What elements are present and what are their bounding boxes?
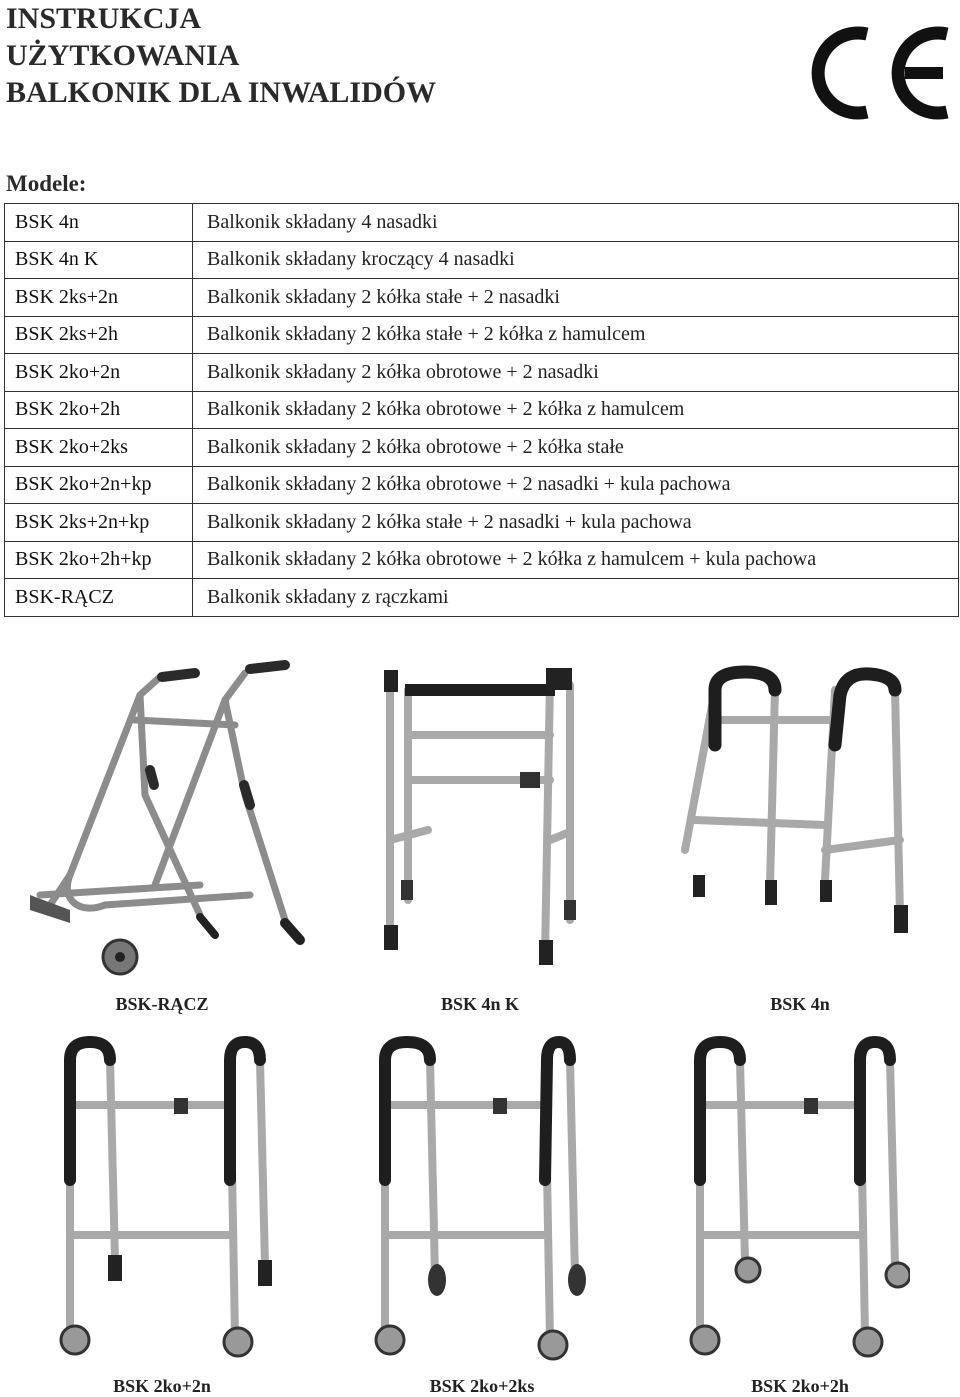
model-code: BSK 2ks+2n+kp <box>5 504 193 542</box>
table-row <box>5 354 959 392</box>
photo-caption: BSK 2ko+2n <box>113 1376 211 1396</box>
walker-photo-bsk-racz <box>10 655 310 985</box>
walker-photo-bsk-4n <box>675 660 920 955</box>
model-code: BSK 2ko+2n+kp <box>5 466 193 504</box>
table-row <box>5 316 959 354</box>
model-description: Balkonik składany 2 kółka stałe + 2 kółka z hamulcem <box>193 316 959 354</box>
table-row <box>5 279 959 317</box>
table-row <box>5 204 959 242</box>
walker-photo-bsk-2ko-2n <box>50 1030 280 1365</box>
model-description: Balkonik składany 2 kółka stałe + 2 nasadki <box>193 279 959 317</box>
table-row <box>5 579 959 617</box>
models-table <box>4 203 959 617</box>
walker-photo-bsk-2ko-2ks <box>365 1030 595 1365</box>
model-code: BSK 4n K <box>5 241 193 279</box>
models-heading: Modele: <box>6 171 87 196</box>
table-row <box>5 241 959 279</box>
title-line-3: BALKONIK DLA INWALIDÓW <box>6 76 437 109</box>
title-line-1: INSTRUKCJA <box>6 2 202 35</box>
model-description: Balkonik składany 4 nasadki <box>193 204 959 242</box>
model-description: Balkonik składany 2 kółka obrotowe + 2 nasadki <box>193 354 959 392</box>
table-row <box>5 466 959 504</box>
model-code: BSK 2ko+2h+kp <box>5 541 193 579</box>
model-description: Balkonik składany 2 kółka obrotowe + 2 nasadki + kula pachowa <box>193 466 959 504</box>
table-row <box>5 504 959 542</box>
walker-photo-bsk-4n-k <box>370 660 590 975</box>
model-description: Balkonik składany 2 kółka obrotowe + 2 kółka stałe <box>193 429 959 467</box>
model-description: Balkonik składany 2 kółka obrotowe + 2 kółka z hamulcem <box>193 391 959 429</box>
model-code: BSK 2ko+2h <box>5 391 193 429</box>
title-line-2: UŻYTKOWANIA <box>6 39 240 72</box>
model-description: Balkonik składany 2 kółka obrotowe + 2 kółka z hamulcem + kula pachowa <box>193 541 959 579</box>
photo-caption: BSK 2ko+2ks <box>429 1376 535 1396</box>
table-row <box>5 391 959 429</box>
photo-caption: BSK 2ko+2h <box>751 1376 849 1396</box>
model-code: BSK 2ko+2ks <box>5 429 193 467</box>
photo-caption: BSK 4n <box>770 994 830 1014</box>
table-row <box>5 429 959 467</box>
photo-caption: BSK 4n K <box>440 994 520 1014</box>
photo-caption: BSK-RĄCZ <box>115 994 209 1014</box>
table-row <box>5 541 959 579</box>
model-code: BSK 4n <box>5 204 193 242</box>
model-code: BSK 2ks+2h <box>5 316 193 354</box>
walker-photo-bsk-2ko-2h <box>680 1030 910 1365</box>
model-description: Balkonik składany kroczący 4 nasadki <box>193 241 959 279</box>
model-description: Balkonik składany z rączkami <box>193 579 959 617</box>
model-code: BSK 2ko+2n <box>5 354 193 392</box>
model-description: Balkonik składany 2 kółka stałe + 2 nasadki + kula pachowa <box>193 504 959 542</box>
document-title <box>6 0 436 111</box>
ce-mark-logo <box>805 20 955 125</box>
model-code: BSK 2ks+2n <box>5 279 193 317</box>
model-code: BSK-RĄCZ <box>5 579 193 617</box>
